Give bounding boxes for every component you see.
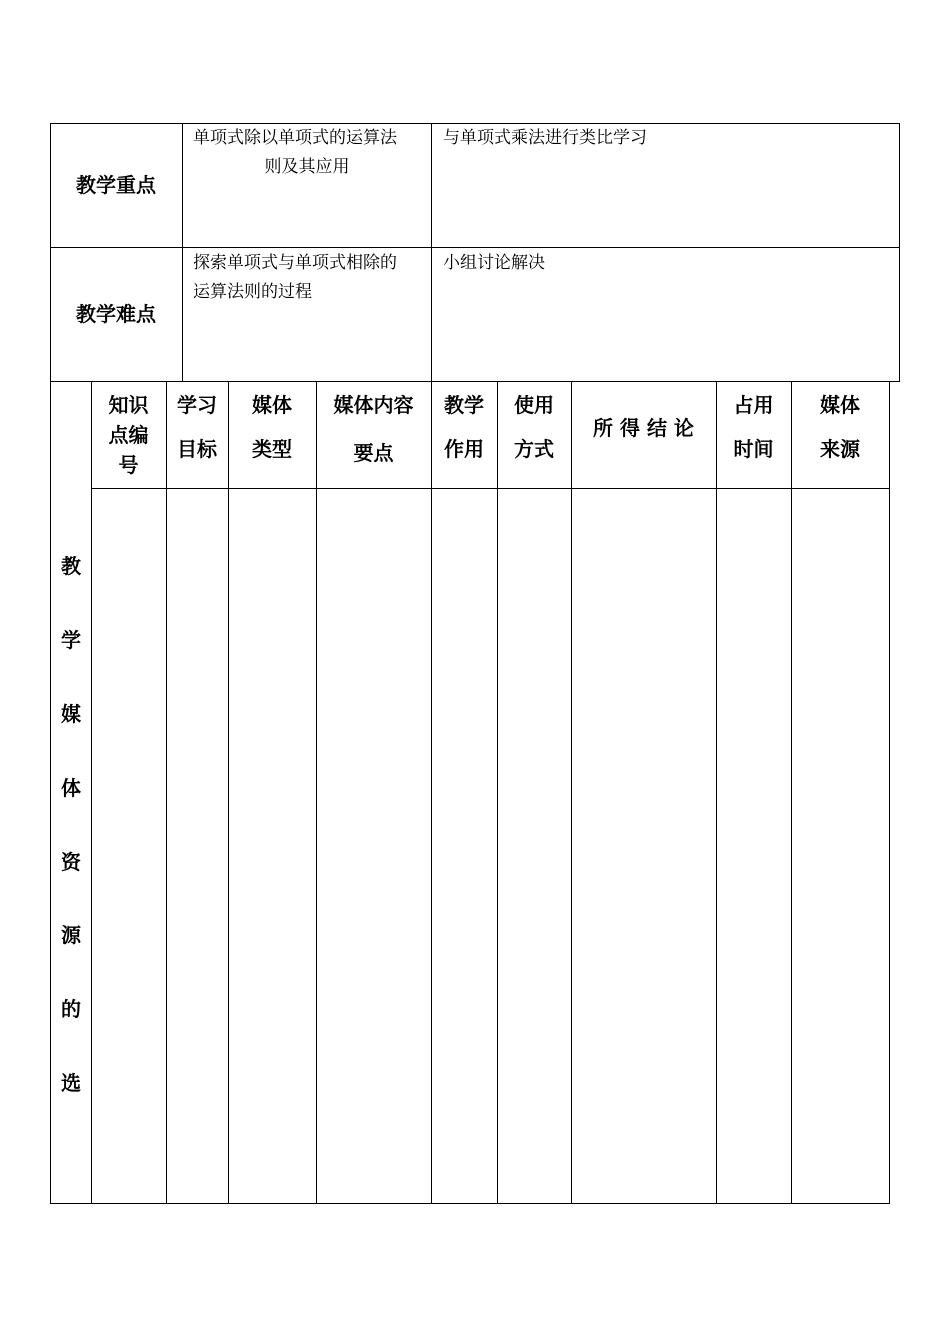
side-label-char: 学: [61, 628, 81, 652]
table-col-divider: [91, 381, 92, 1203]
side-label-char: 媒: [61, 702, 81, 726]
header-usage-method: 使用 方式: [514, 393, 554, 461]
table-col-divider: [166, 381, 167, 1203]
table-col-divider: [228, 381, 229, 1203]
key-points-label: 教学重点: [76, 173, 156, 197]
header-conclusion: 所 得 结 论: [593, 416, 694, 440]
table-border-left: [50, 123, 51, 381]
key-points-content-line2: 则及其应用: [264, 157, 350, 177]
header-media-content: 媒体内容 要点: [333, 393, 414, 465]
header-time-used: 占用 时间: [733, 393, 774, 461]
header-media-type: 媒体 类型: [252, 393, 292, 461]
header-teaching-role: 教学 作用: [444, 393, 484, 461]
table-col-divider: [431, 123, 432, 381]
table-col-divider: [431, 381, 432, 1203]
header-media-source: 媒体 来源: [820, 393, 860, 461]
table-row-divider: [50, 247, 900, 248]
key-points-method: 与单项式乘法进行类比学习: [443, 128, 647, 148]
table-col-divider: [571, 381, 572, 1203]
difficulties-label: 教学难点: [76, 302, 156, 326]
header-learning-goal: 学习 目标: [177, 393, 217, 461]
difficulties-content-line2: 运算法则的过程: [193, 282, 312, 302]
side-label-char: 资: [61, 850, 81, 874]
difficulties-content-line1: 探索单项式与单项式相除的: [193, 253, 397, 273]
table-col-divider: [316, 381, 317, 1203]
table-border-bottom: [50, 1203, 890, 1204]
side-label-char: 的: [61, 997, 81, 1021]
header-row-divider: [91, 488, 890, 489]
table-row-divider: [50, 381, 900, 382]
table-col-divider: [716, 381, 717, 1203]
table-border-right: [899, 123, 900, 381]
key-points-content-line1: 单项式除以单项式的运算法: [193, 128, 397, 148]
side-label-char: 选: [61, 1071, 81, 1095]
header-knowledge-point: 知识 点编 号: [108, 393, 149, 477]
table-border-right: [889, 381, 890, 1203]
side-label-char: 体: [61, 776, 81, 800]
table-col-divider: [497, 381, 498, 1203]
side-label-char: 教: [61, 554, 81, 578]
difficulties-method: 小组讨论解决: [443, 253, 545, 273]
table-col-divider: [791, 381, 792, 1203]
side-label-char: 源: [61, 923, 81, 947]
